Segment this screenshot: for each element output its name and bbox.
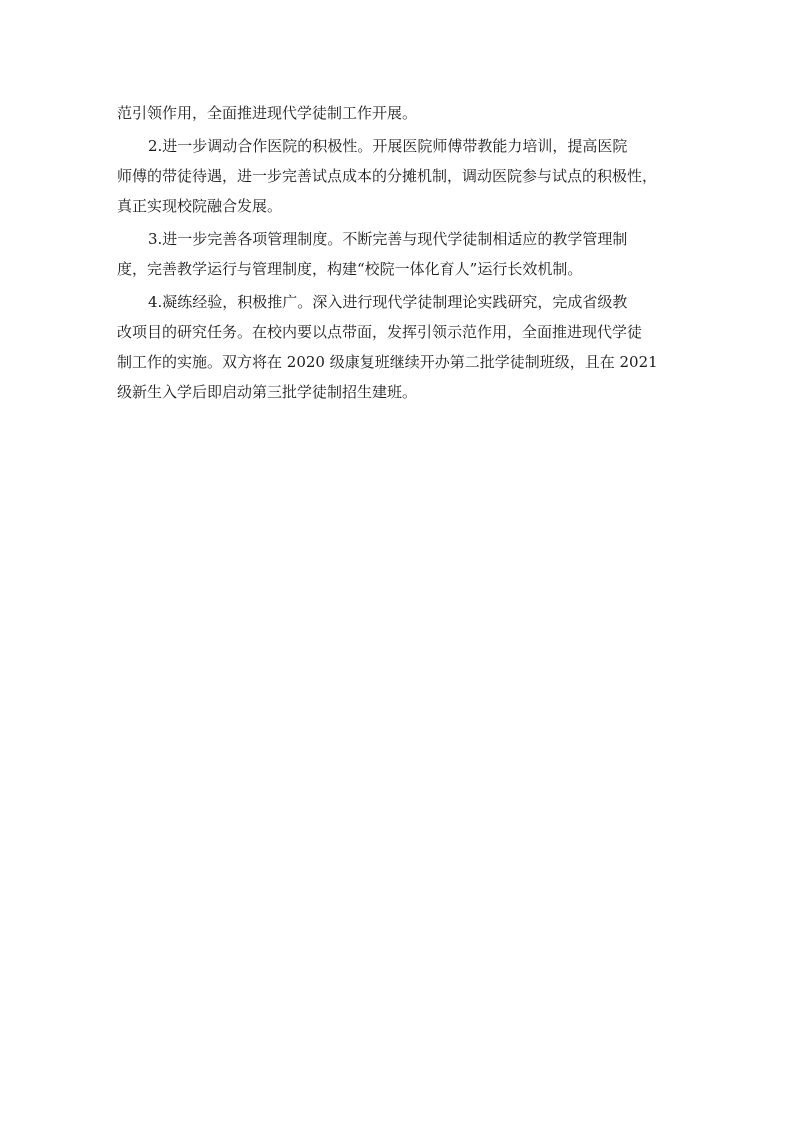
text-line: 级新生入学后即启动第三批学徒制招生建班。	[117, 383, 418, 401]
text-line: 范引领作用，全面推进现代学徒制工作开展。	[117, 104, 418, 122]
text-line: 度，完善教学运行与管理制度，构建“校院一体化育人”运行长效机制。	[117, 260, 583, 278]
text-line: 改项目的研究任务。在校内要以点带面，发挥引领示范作用，全面推进现代学徒	[117, 323, 643, 341]
text-line: 2.进一步调动合作医院的积极性。开展医院师傅带教能力培训，提高医院	[148, 137, 628, 155]
text-line: 师傅的带徒待遇，进一步完善试点成本的分摊机制，调动医院参与试点的积极性，	[117, 167, 658, 185]
text-line: 制工作的实施。双方将在 2020 级康复班继续开办第二批学徒制班级，且在 2021	[117, 353, 658, 371]
text-line: 真正实现校院融合发展。	[117, 197, 283, 215]
text-line: 3.进一步完善各项管理制度。不断完善与现代学徒制相适应的教学管理制	[148, 230, 628, 248]
text-line: 4.凝练经验，积极推广。深入进行现代学徒制理论实践研究，完成省级教	[148, 293, 628, 311]
